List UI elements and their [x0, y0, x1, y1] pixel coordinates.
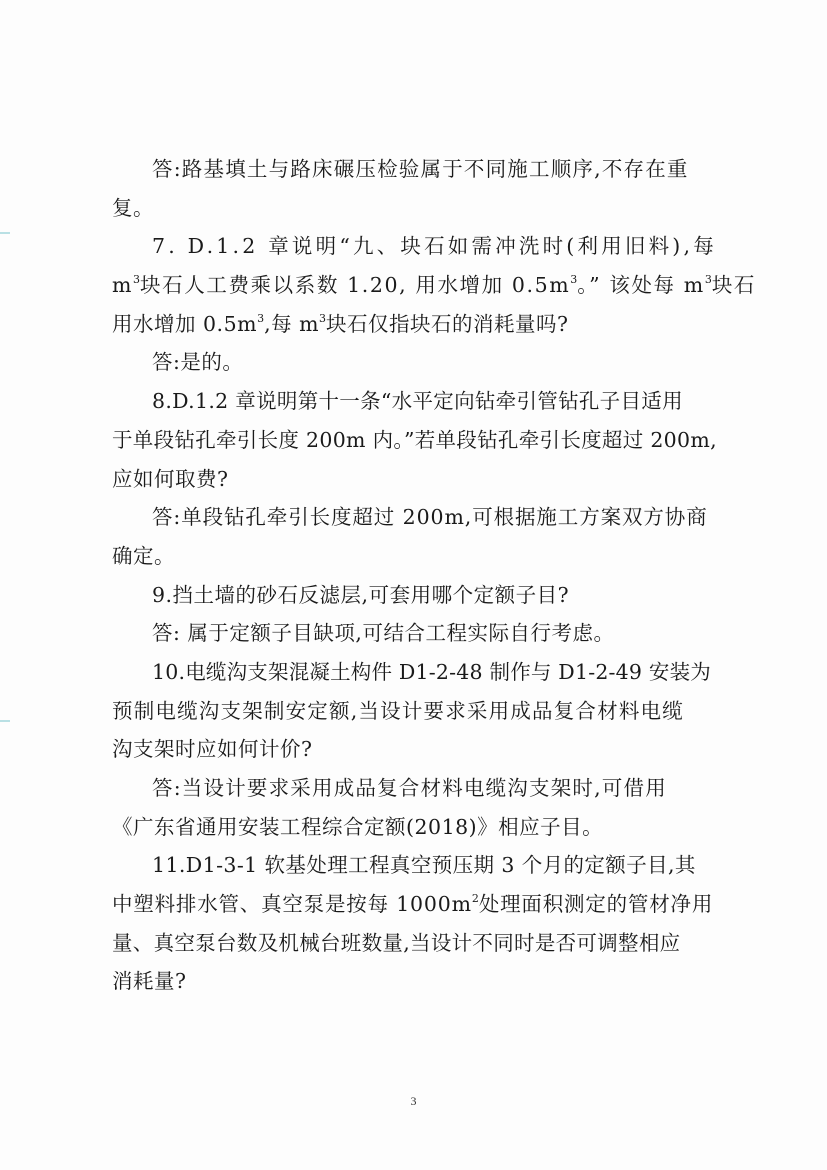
page-number: 3: [410, 1094, 417, 1108]
text-line: 用水增加 $0.5m^3$,每 $m^3$块石仅指块石的消耗量吗?: [112, 311, 569, 336]
text-line: 7. D.1.2 章说明“九、块石如需冲洗时(利用旧料),每: [152, 234, 717, 259]
text-line: 于单段钻孔牵引长度 200m 内。”若单段钻孔牵引长度超过 200m,: [112, 427, 717, 452]
text-line: 消耗量?: [112, 969, 187, 994]
text-line: 11.D1-3-1 软基处理工程真空预压期 3 个月的定额子目,其: [152, 853, 696, 878]
text-line: 答:路基填土与路床碾压检验属于不同施工顺序,不存在重: [152, 157, 689, 181]
scan-edge-mark: [0, 232, 10, 234]
document-body: [112, 150, 757, 1001]
text-line: 量、真空泵台数及机械台班数量,当设计不同时是否可调整相应: [112, 930, 681, 955]
text-line: 答: 属于定额子目缺项,可结合工程实际自行考虑。: [152, 621, 615, 646]
text-line: 沟支架时应如何计价?: [112, 737, 313, 762]
text-line: $m^3$块石人工费乘以系数 1.20, 用水增加 $0.5m^3$。” 该处每 $m^3$块石: [112, 273, 757, 298]
text-line: 10.电缆沟支架混凝土构件 D1-2-48 制作与 D1-2-49 安装为: [152, 659, 711, 684]
text-line: 确定。: [112, 543, 175, 568]
text-line: 9.挡土墙的砂石反滤层,可套用哪个定额子目?: [152, 582, 570, 607]
text-line: 《广东省通用安装工程综合定额(2018)》相应子目。: [112, 814, 604, 839]
text-line: 8.D.1.2 章说明第十一条“水平定向钻牵引管钻孔子目适用: [152, 389, 683, 414]
scan-edge-mark: [0, 720, 10, 722]
text-line: 中塑料排水管、真空泵是按每 $1000m^2$处理面积测定的管材净用: [112, 892, 714, 917]
text-line: 预制电缆沟支架制安定额,当设计要求采用成品复合材料电缆: [112, 698, 684, 723]
text-line: 答:是的。: [152, 350, 244, 375]
text-line: 答:当设计要求采用成品复合材料电缆沟支架时,可借用: [152, 776, 667, 800]
text-line: 复。: [112, 195, 154, 220]
text-line: 答:单段钻孔牵引长度超过 200m,可根据施工方案双方协商: [152, 505, 708, 530]
text-line: 应如何取费?: [112, 466, 229, 491]
